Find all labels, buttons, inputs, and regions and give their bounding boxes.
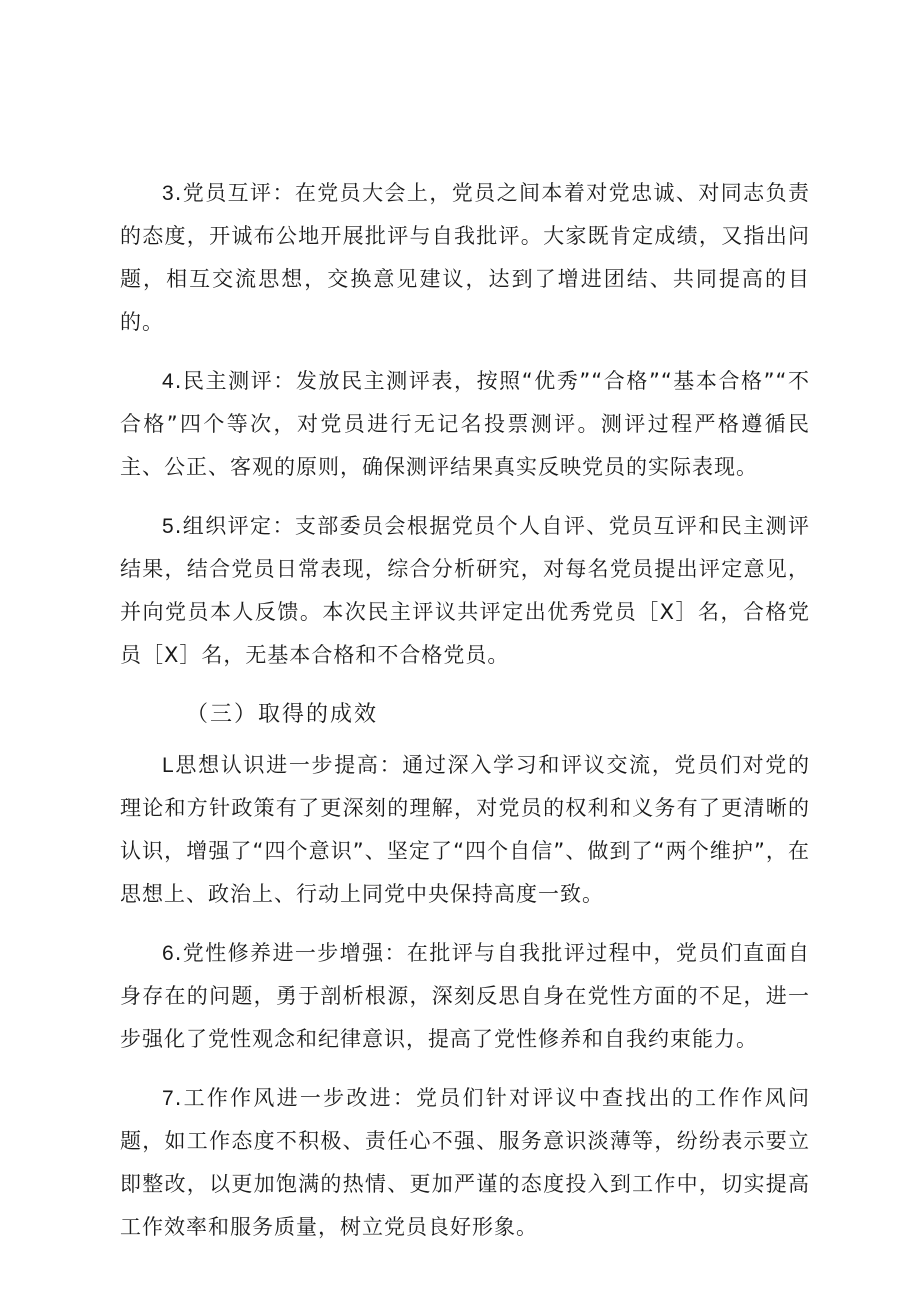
paragraph-peer-review [120, 172, 810, 344]
paragraph-democratic-evaluation [120, 360, 810, 489]
paragraph-ideological-awareness [120, 744, 810, 916]
paragraph-text: .党员互评：在党员大会上，党员之间本着对党忠诚、对同志负责的态度，开诚布公地开展批评与自我批评。大家既肯定成绩，又指出问题，相互交流思想，交换意见建议，达到了增进团结、共同提高的目的。 [120, 181, 810, 334]
paragraph-text: 思想认识进一步提高：通过深入学习和评议交流，党员们对党的理论和方针政策有了更深刻的理解，对党员的权利和义务有了更清晰的认识，增强了“四个意识”、坚定了“四个自信”、做到了“两个维护”，在思想上、政治上、行动上同党中央保持高度一致。 [120, 753, 810, 906]
section-heading: （三）取得的成效 [186, 702, 379, 727]
paragraph-text: .组织评定：支部委员会根据党员个人自评、党员互评和民主测评结果，结合党员日常表现，综合分析研究，对每名党员提出评定意见，并向党员本人反馈。本次民主评议共评定出优秀党员［X］名，合格党员［X］名，无基本合格和不合格党员。 [120, 514, 810, 667]
item-number: 6 [162, 942, 175, 965]
item-number: 7 [162, 1087, 175, 1110]
item-number: 5 [162, 515, 175, 538]
paragraph-text: .工作作风进一步改进：党员们针对评议中查找出的工作作风问题，如工作态度不积极、责任心不强、服务意识淡薄等，纷纷表示要立即整改，以更加饱满的热情、更加严谨的态度投入到工作中，切实提高工作效率和服务质量，树立党员良好形象。 [120, 1086, 810, 1239]
paragraph-organizational-assessment [120, 505, 810, 677]
paragraph-text: .党性修养进一步增强：在批评与自我批评过程中，党员们直面自身存在的问题，勇于剖析根源，深刻反思自身在党性方面的不足，进一步强化了党性观念和纪律意识，提高了党性修养和自我约束能力。 [120, 941, 810, 1051]
item-number: 4 [162, 370, 175, 393]
paragraph-text: .民主测评：发放民主测评表，按照“优秀”“合格”“基本合格”“不合格”四个等次，对党员进行无记名投票测评。测评过程严格遵循民主、公正、客观的原则，确保测评结果真实反映党员的实际表现。 [120, 369, 810, 479]
item-number: 3 [162, 182, 175, 205]
document-body [120, 172, 810, 1265]
paragraph-work-style [120, 1077, 810, 1249]
item-number: L [162, 754, 175, 777]
paragraph-party-spirit [120, 932, 810, 1061]
